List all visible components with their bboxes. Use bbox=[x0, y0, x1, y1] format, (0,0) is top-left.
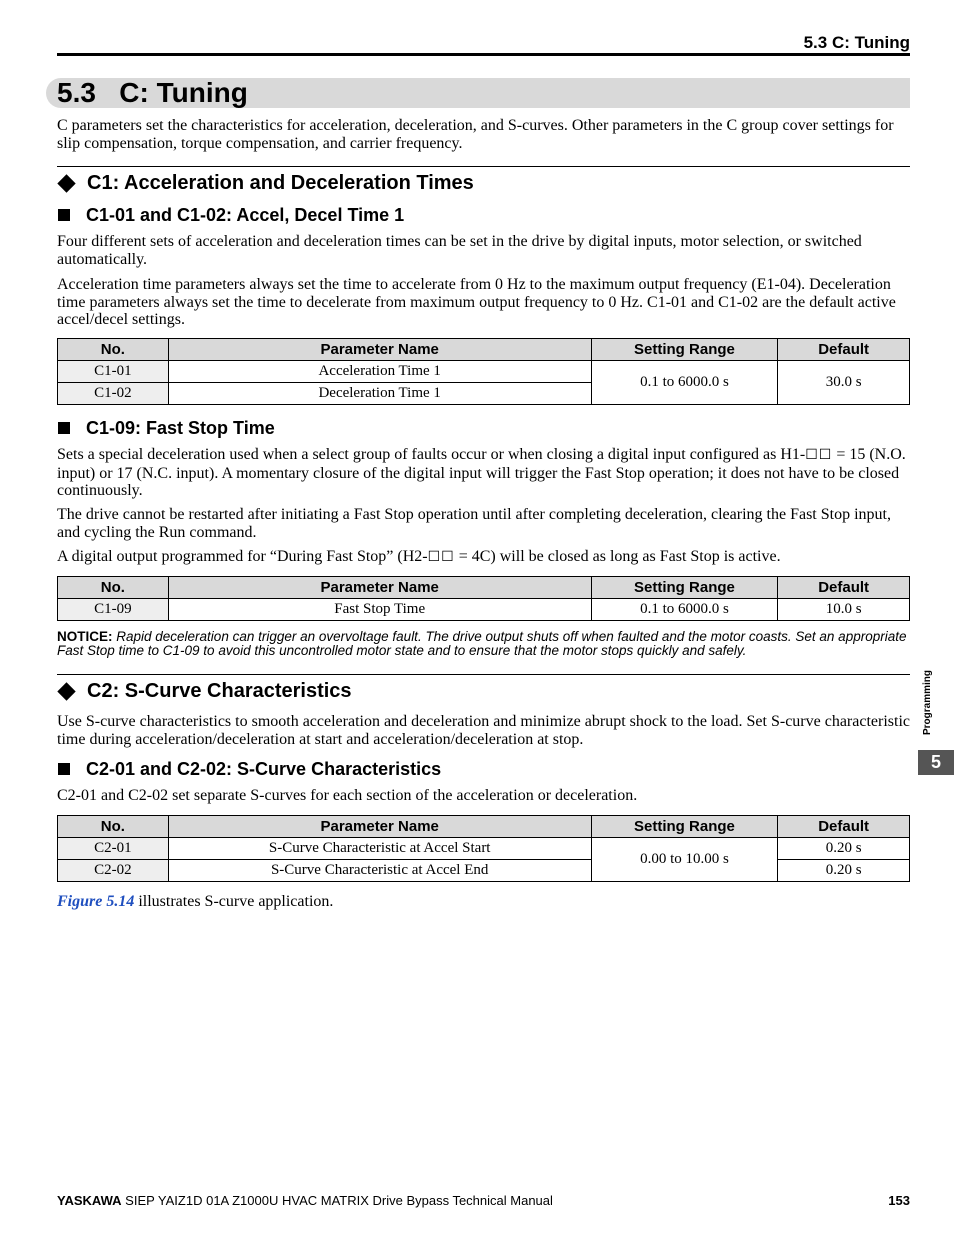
section-title-text: C: Tuning bbox=[119, 77, 248, 108]
col-header-name: Parameter Name bbox=[168, 339, 591, 361]
col-header-default: Default bbox=[778, 577, 910, 599]
c101-heading-text: C1-01 and C1-02: Accel, Decel Time 1 bbox=[86, 205, 405, 225]
param-name: S-Curve Characteristic at Accel Start bbox=[168, 838, 591, 860]
table-header-row bbox=[58, 339, 910, 361]
figure-link[interactable]: Figure 5.14 bbox=[57, 893, 135, 910]
figure-reference-text: illustrates S-curve application. bbox=[134, 893, 334, 910]
param-name: S-Curve Characteristic at Accel End bbox=[168, 860, 591, 882]
col-header-name: Parameter Name bbox=[168, 816, 591, 838]
chapter-tab-number[interactable]: 5 bbox=[918, 750, 954, 775]
c1-rule bbox=[57, 166, 910, 167]
c201-param-table bbox=[57, 815, 910, 882]
param-no: C1-09 bbox=[58, 599, 169, 621]
section-title bbox=[57, 76, 248, 110]
square-bullet-icon bbox=[58, 209, 70, 221]
param-name: Fast Stop Time bbox=[168, 599, 591, 621]
c1-heading bbox=[57, 171, 474, 195]
header-rule bbox=[57, 53, 910, 56]
footer-manual-title bbox=[57, 1193, 553, 1208]
placeholder-box-icon: ☐☐ bbox=[427, 549, 455, 565]
diamond-bullet-icon bbox=[57, 174, 75, 192]
col-header-no: No. bbox=[58, 577, 169, 599]
col-header-range: Setting Range bbox=[591, 577, 778, 599]
table-row bbox=[58, 860, 910, 882]
diamond-bullet-icon bbox=[57, 682, 75, 700]
c2-heading-text: C2: S-Curve Characteristics bbox=[87, 680, 352, 702]
chapter-tab-label: Programming bbox=[922, 669, 933, 735]
square-bullet-icon bbox=[58, 763, 70, 775]
c1-heading-text: C1: Acceleration and Deceleration Times bbox=[87, 172, 474, 194]
c2-rule bbox=[57, 674, 910, 675]
c109-para3-text-b: = 4C) will be closed as long as Fast Stop is active. bbox=[454, 548, 781, 565]
col-header-default: Default bbox=[778, 339, 910, 361]
param-no: C1-02 bbox=[58, 383, 169, 405]
c101-para2: Acceleration time parameters always set the time to accelerate from 0 Hz to the maximum output frequency (E1-04). Deceleration time parameters always set the time to decelerate from maximum output frequency to 0 Hz. C1-01 and C1-02 are the default active accel/decel settings. bbox=[57, 276, 896, 328]
c201-heading-text: C2-01 and C2-02: S-Curve Characteristics bbox=[86, 759, 442, 779]
table-header-row bbox=[58, 816, 910, 838]
c109-para3-text-a: A digital output programmed for “During Fast Stop” (H2- bbox=[57, 548, 428, 565]
square-bullet-icon bbox=[58, 422, 70, 434]
col-header-name: Parameter Name bbox=[168, 577, 591, 599]
c2-heading bbox=[57, 679, 352, 703]
c109-para1 bbox=[57, 446, 910, 500]
notice-label: NOTICE: bbox=[57, 629, 113, 644]
param-no: C1-01 bbox=[58, 361, 169, 383]
c109-para1-text-b: = 15 (N.O. input) or 17 (N.C. input). A momentary closure of the digital input will trigger the Fast Stop operation; it does not have to be closed continuously. bbox=[57, 446, 906, 499]
table-row bbox=[58, 599, 910, 621]
col-header-range: Setting Range bbox=[591, 816, 778, 838]
section-intro: C parameters set the characteristics for acceleration, deceleration, and S-curves. Other parameters in the C group cover settings for slip compensation, torque compensation, and carrier frequency. bbox=[57, 117, 894, 152]
c2-intro: Use S-curve characteristics to smooth acceleration and deceleration and minimize abrupt shock to the load. Set S-curve characteristic time during acceleration/deceleration at start and acceleration/deceleration at stop. bbox=[57, 713, 910, 748]
c101-param-table bbox=[57, 338, 910, 405]
c101-para1: Four different sets of acceleration and deceleration times can be set in the drive by digital inputs, motor selection, or switched automatically. bbox=[57, 233, 862, 268]
param-default: 0.20 s bbox=[778, 838, 910, 860]
col-header-range: Setting Range bbox=[591, 339, 778, 361]
col-header-no: No. bbox=[58, 339, 169, 361]
c101-heading bbox=[57, 204, 404, 226]
param-range: 0.1 to 6000.0 s bbox=[591, 599, 778, 621]
c109-para1-text-a: Sets a special deceleration used when a select group of faults occur or when closing a digital input configured as H1- bbox=[57, 446, 806, 463]
param-default: 0.20 s bbox=[778, 860, 910, 882]
page-number: 153 bbox=[888, 1193, 910, 1208]
c109-para2: The drive cannot be restarted after initiating a Fast Stop operation until after completing deceleration, clearing the Fast Stop input, and cycling the Run command. bbox=[57, 506, 891, 541]
placeholder-box-icon: ☐☐ bbox=[805, 447, 833, 463]
notice bbox=[57, 630, 910, 658]
col-header-default: Default bbox=[778, 816, 910, 838]
table-row bbox=[58, 838, 910, 860]
notice-text: Rapid deceleration can trigger an overvoltage fault. The drive output shuts off when faulted and the motor coasts. Set an appropriate Fast Stop time to C1-09 to avoid this uncontrolled motor state and to ensure that the motor stops quickly and safely. bbox=[57, 629, 907, 658]
c201-para: C2-01 and C2-02 set separate S-curves for each section of the acceleration or deceleration. bbox=[57, 787, 638, 804]
footer-manual-text: SIEP YAIZ1D 01A Z1000U HVAC MATRIX Drive Bypass Technical Manual bbox=[121, 1193, 553, 1208]
param-default: 10.0 s bbox=[778, 599, 910, 621]
table-row bbox=[58, 361, 910, 383]
param-name: Deceleration Time 1 bbox=[168, 383, 591, 405]
param-no: C2-01 bbox=[58, 838, 169, 860]
figure-reference bbox=[57, 893, 910, 911]
footer-brand: YASKAWA bbox=[57, 1193, 122, 1208]
param-range: 0.1 to 6000.0 s bbox=[591, 361, 778, 405]
c201-heading bbox=[57, 758, 441, 780]
c109-param-table bbox=[57, 576, 910, 621]
param-name: Acceleration Time 1 bbox=[168, 361, 591, 383]
col-header-no: No. bbox=[58, 816, 169, 838]
param-default: 30.0 s bbox=[778, 361, 910, 405]
section-number: 5.3 bbox=[57, 77, 96, 108]
param-range: 0.00 to 10.00 s bbox=[591, 838, 778, 882]
c109-heading-text: C1-09: Fast Stop Time bbox=[86, 418, 275, 438]
c109-para3 bbox=[57, 548, 910, 567]
running-header: 5.3 C: Tuning bbox=[803, 33, 910, 52]
c109-heading bbox=[57, 417, 275, 439]
param-no: C2-02 bbox=[58, 860, 169, 882]
table-header-row bbox=[58, 577, 910, 599]
